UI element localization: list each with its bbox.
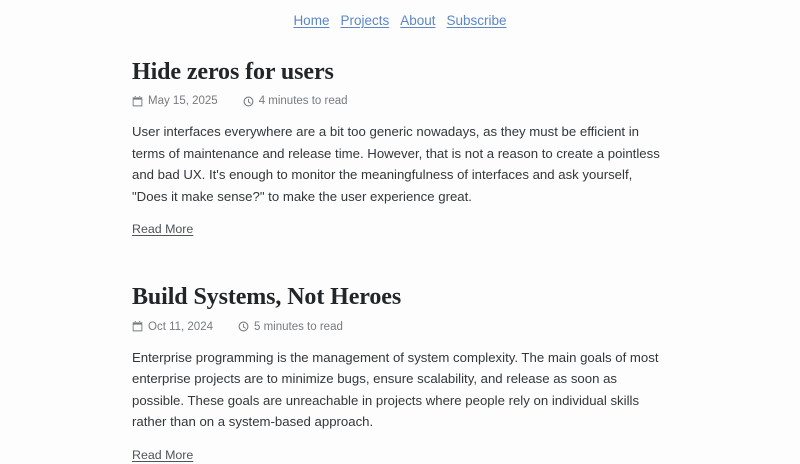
- calendar-icon: [132, 96, 143, 107]
- post-list: [132, 58, 668, 464]
- post-excerpt: Enterprise programming is the management of system complexity. The main goals of most enterprise projects are to minimize bugs, ensure scalability, and release as soon as possible. These goals are unreachable in projects where people rely on individual skills rather than on a system-based approach.: [132, 349, 659, 430]
- top-navigation: [0, 0, 800, 28]
- nav-item-subscribe[interactable]: Subscribe: [446, 13, 507, 28]
- calendar-icon: [132, 321, 143, 332]
- clock-icon: [238, 321, 249, 332]
- post-item: [132, 58, 668, 238]
- post-read-time-text: 5 minutes to read: [254, 320, 343, 333]
- nav-item-home[interactable]: Home: [293, 13, 330, 28]
- nav-item-projects[interactable]: Projects: [340, 13, 390, 28]
- clock-icon: [243, 96, 254, 107]
- post-meta: [132, 95, 668, 107]
- post-item: [132, 283, 668, 463]
- post-meta: [132, 321, 668, 333]
- post-read-time: [238, 321, 343, 333]
- post-date: [132, 95, 218, 107]
- post-title[interactable]: Build Systems, Not Heroes: [132, 284, 402, 311]
- read-more-link[interactable]: Read More: [132, 222, 194, 237]
- read-more-link[interactable]: Read More: [132, 447, 194, 462]
- post-read-time-text: 4 minutes to read: [258, 95, 348, 108]
- post-read-time: [243, 95, 348, 107]
- post-date-text: May 15, 2025: [148, 95, 218, 108]
- post-date-text: Oct 11, 2024: [148, 320, 213, 333]
- post-title[interactable]: Hide zeros for users: [132, 59, 334, 85]
- post-date: [132, 321, 213, 333]
- nav-item-about[interactable]: About: [400, 13, 436, 28]
- post-excerpt: User interfaces everywhere are a bit too generic nowadays, as they must be efficient in terms of maintenance and release time. However, that is not a reason to create a pointless and bad UX. It's enough to monitor the meaningfulness of interfaces and ask yourself, "Does it make sense?" to make the user experience great.: [132, 124, 660, 204]
